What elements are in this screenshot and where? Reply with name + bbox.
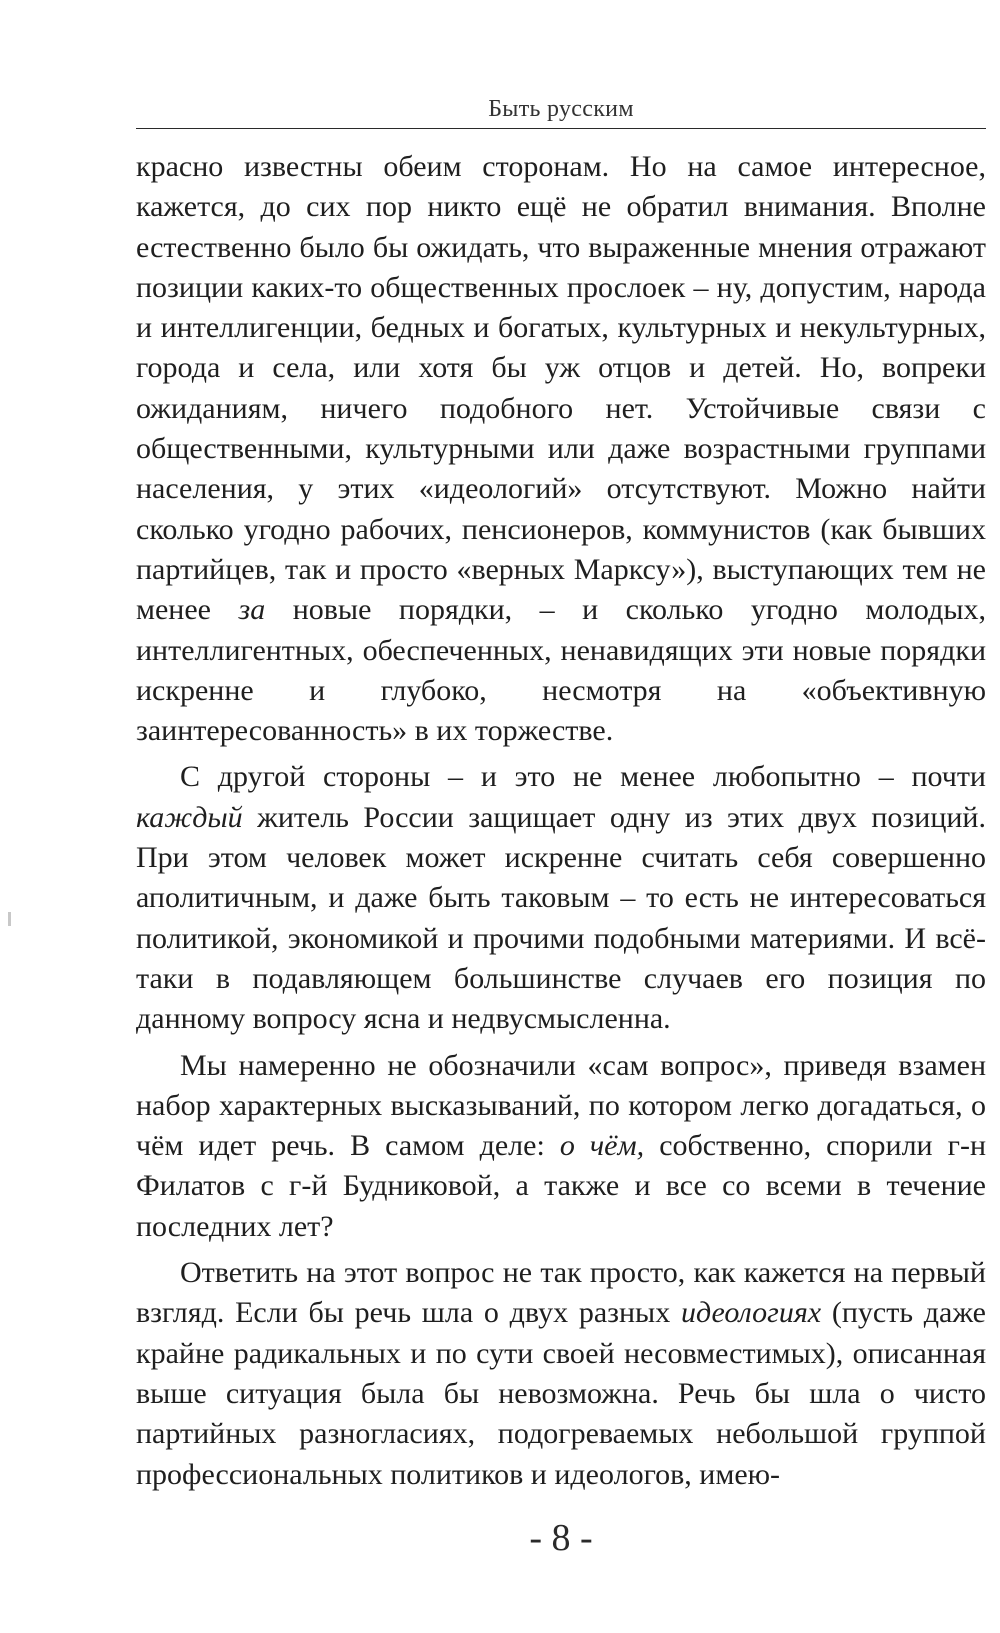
italic-text-run: за [238,593,266,627]
italic-text-run: каждый [136,800,243,834]
text-run: житель России защищает одну из этих двух позиций. При этом человек может искренне считать себя совершенно аполитичным, и даже быть таковым – то есть не интересоваться политикой, экономикой и прочими подобными материями. И всё-таки в подавляющем большинстве случаев его позиция по данному вопросу ясна и недвусмысленна. [136,800,986,1036]
italic-text-run: идеологиях [680,1296,822,1330]
text-run: красно известны обеим сторонам. Но на самое интересное, кажется, до сих пор никто ещё не обратил внимания. Вполне естественно было бы ожидать, что выраженные мнения отражают позиции каких-то общественных прослоек – ну, допустим, народа и интеллигенции, бедных и богатых, культурных и некультурных, города и села, или хотя бы уж отцов и детей. Но, вопреки ожиданиям, ничего подобного нет. Устойчивые связи с общественными, культурными или даже возрастными группами населения, у этих «идеологий» отсутствуют. Можно найти сколько угодно рабочих, пенсионеров, коммунистов (как бывших партийцев, так и просто «верных Марксу»), выступающих тем не менее [136,150,986,627]
text-run: новые порядки, – и сколько угодно молодых, интеллигентных, обеспеченных, ненавидящих эти новые порядки искренне и глубоко, несмотря на «объективную заинтересованность» в их торжестве. [136,593,986,748]
text-run: С другой стороны – и это не менее любопытно – почти [180,760,986,794]
running-header: Быть русским [488,96,634,122]
page-number: - 8 - [529,1517,593,1559]
paragraph-3 [136,1046,986,1247]
italic-text-run: о чём, [559,1129,645,1163]
text-run: собственно, спорили г-н Филатов с г-й Будниковой, а также и все со всеми в течение последних лет? [136,1129,987,1243]
text-run: (пусть даже крайне радикальных и по сути своей несовместимых), описанная выше ситуация была бы невозможна. Речь бы шла о чисто партийных разногласиях, подогреваемых небольшой группой профессиональных политиков и идеологов, имею- [136,1296,986,1491]
text-run: Ответить на этот вопрос не так просто, как кажется на первый взгляд. Если бы речь шла о двух разных [136,1256,986,1330]
text-run: Мы намеренно не обозначили «сам вопрос», приведя взамен набор характерных высказываний, по котором легко догадаться, о чём идет речь. В самом деле: [136,1048,986,1163]
paragraph-1 [136,147,986,751]
scan-speck [8,912,11,926]
paragraph-4 [136,1253,986,1495]
body-text [136,147,986,1495]
header-rule [136,128,986,129]
paragraph-2 [136,757,986,1039]
